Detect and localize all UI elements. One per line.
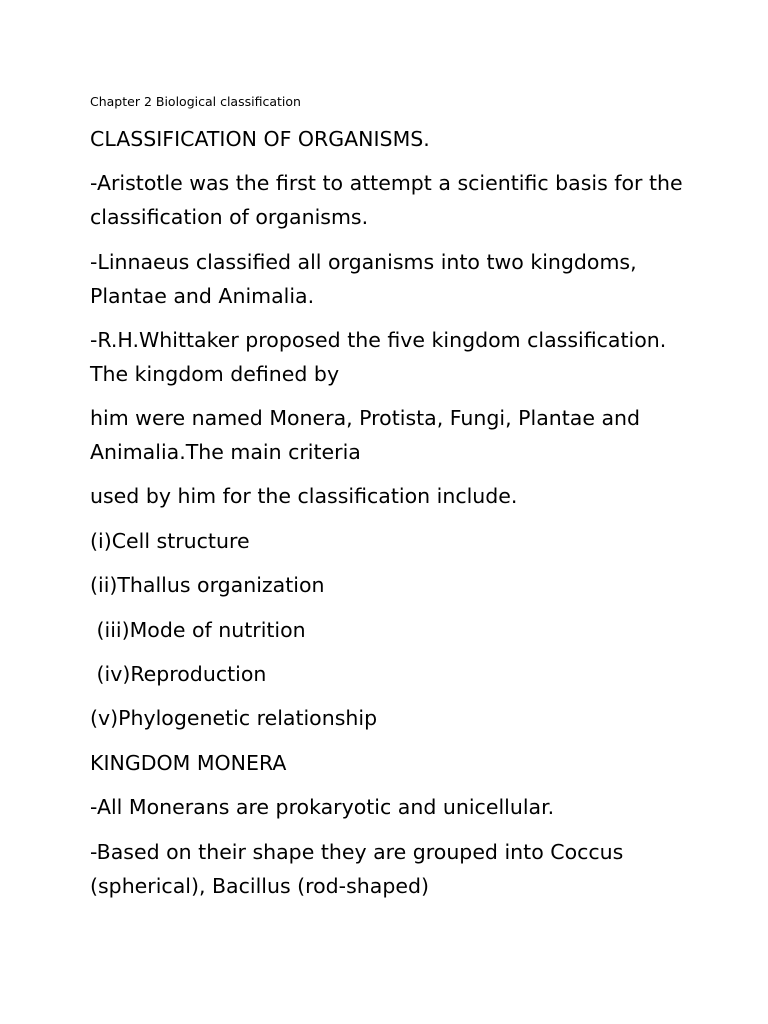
list-item <box>90 701 730 735</box>
list-item <box>90 568 730 602</box>
text-line: him were named Monera, Protista, Fungi, Plantae and <box>90 406 641 430</box>
text-line: (i)Cell structure <box>90 529 250 553</box>
text-line: (iv)Reproduction <box>90 662 267 686</box>
paragraph-whittaker <box>90 323 730 391</box>
text-line: Animalia.The main criteria <box>90 440 361 464</box>
text-line: used by him for the classification include. <box>90 484 518 508</box>
text-line: (v)Phylogenetic relationship <box>90 706 378 730</box>
text-line: classification of organisms. <box>90 205 369 229</box>
text-line: -All Monerans are prokaryotic and unicellular. <box>90 795 555 819</box>
section-title <box>90 122 730 156</box>
paragraph-monerans <box>90 790 730 824</box>
paragraph-criteria <box>90 479 730 513</box>
text-line: -Based on their shape they are grouped into Coccus <box>90 840 624 864</box>
text-line: (spherical), Bacillus (rod-shaped) <box>90 874 429 898</box>
text-line: (ii)Thallus organization <box>90 573 325 597</box>
text-line: -R.H.Whittaker proposed the five kingdom classification. <box>90 328 667 352</box>
text-line: -Aristotle was the first to attempt a scientific basis for the <box>90 171 683 195</box>
text-line: CLASSIFICATION OF ORGANISMS. <box>90 127 430 151</box>
section-title <box>90 746 730 780</box>
paragraph-linnaeus <box>90 245 730 313</box>
list-item <box>90 524 730 558</box>
list-item <box>90 613 730 647</box>
paragraph-kingdoms <box>90 401 730 469</box>
chapter-heading: Chapter 2 Biological classification <box>90 94 301 109</box>
paragraph-aristotle <box>90 166 730 234</box>
list-item <box>90 657 730 691</box>
text-line: KINGDOM MONERA <box>90 751 287 775</box>
paragraph-shapes <box>90 835 730 903</box>
text-line: The kingdom defined by <box>90 362 340 386</box>
text-line: (iii)Mode of nutrition <box>90 618 306 642</box>
text-line: Plantae and Animalia. <box>90 284 315 308</box>
text-line: -Linnaeus classified all organisms into two kingdoms, <box>90 250 637 274</box>
